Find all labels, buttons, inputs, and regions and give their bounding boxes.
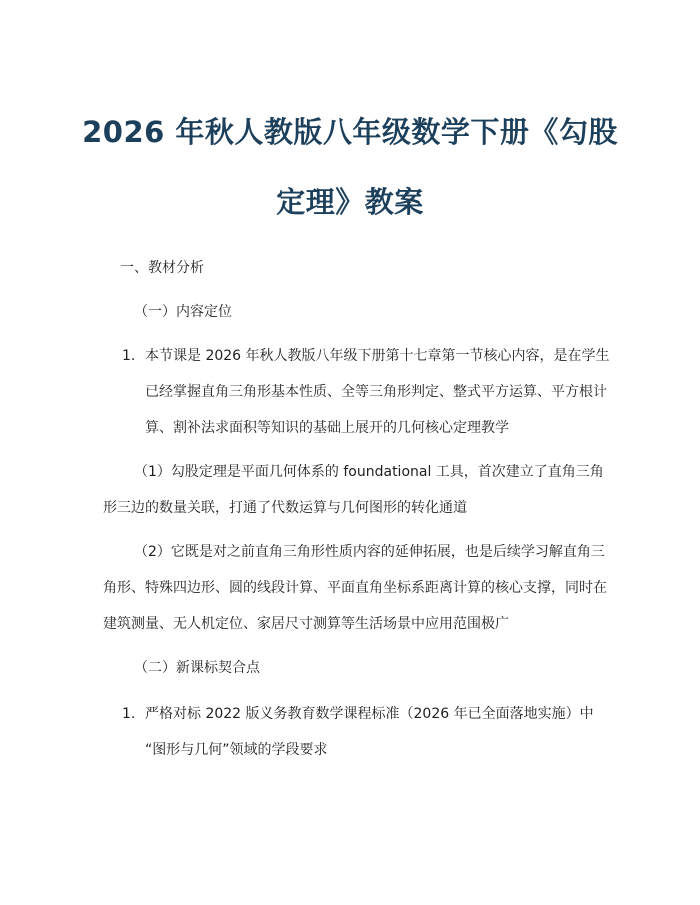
- list-item-text-line: “图形与几何”领域的学段要求: [145, 742, 328, 758]
- document-title-line-2: 定理》教案: [276, 185, 424, 219]
- list-item-text-line: 算、割补法求面积等知识的基础上展开的几何核心定理教学: [145, 420, 509, 436]
- document-title-line-1: 2026 年秋人教版八年级数学下册《勾股: [82, 115, 618, 149]
- list-item-text-line: 已经掌握直角三角形基本性质、全等三角形判定、整式平方运算、平方根计: [145, 384, 607, 400]
- paragraph-line: （2）它既是对之前直角三角形性质内容的延伸拓展，也是后续学习解直角三: [134, 544, 605, 560]
- paragraph-line: 形三边的数量关联，打通了代数运算与几何图形的转化通道: [103, 500, 467, 516]
- list-item-text-line: 严格对标 2022 版义务教育数学课程标准（2026 年已全面落地实施）中: [145, 706, 594, 722]
- section-heading: 一、教材分析: [120, 260, 204, 276]
- subsection-heading: （二）新课标契合点: [134, 660, 260, 676]
- paragraph-line: 建筑测量、无人机定位、家居尺寸测算等生活场景中应用范围极广: [103, 616, 509, 632]
- list-item-number: 1.: [122, 706, 136, 722]
- paragraph-line: 角形、特殊四边形、圆的线段计算、平面直角坐标系距离计算的核心支撑，同时在: [103, 580, 607, 596]
- subsection-heading: （一）内容定位: [134, 304, 232, 320]
- list-item-text-line: 本节课是 2026 年秋人教版八年级下册第十七章第一节核心内容，是在学生: [145, 348, 610, 364]
- paragraph-line: （1）勾股定理是平面几何体系的 foundational 工具，首次建立了直角三角: [134, 464, 604, 480]
- list-item-number: 1.: [122, 348, 136, 364]
